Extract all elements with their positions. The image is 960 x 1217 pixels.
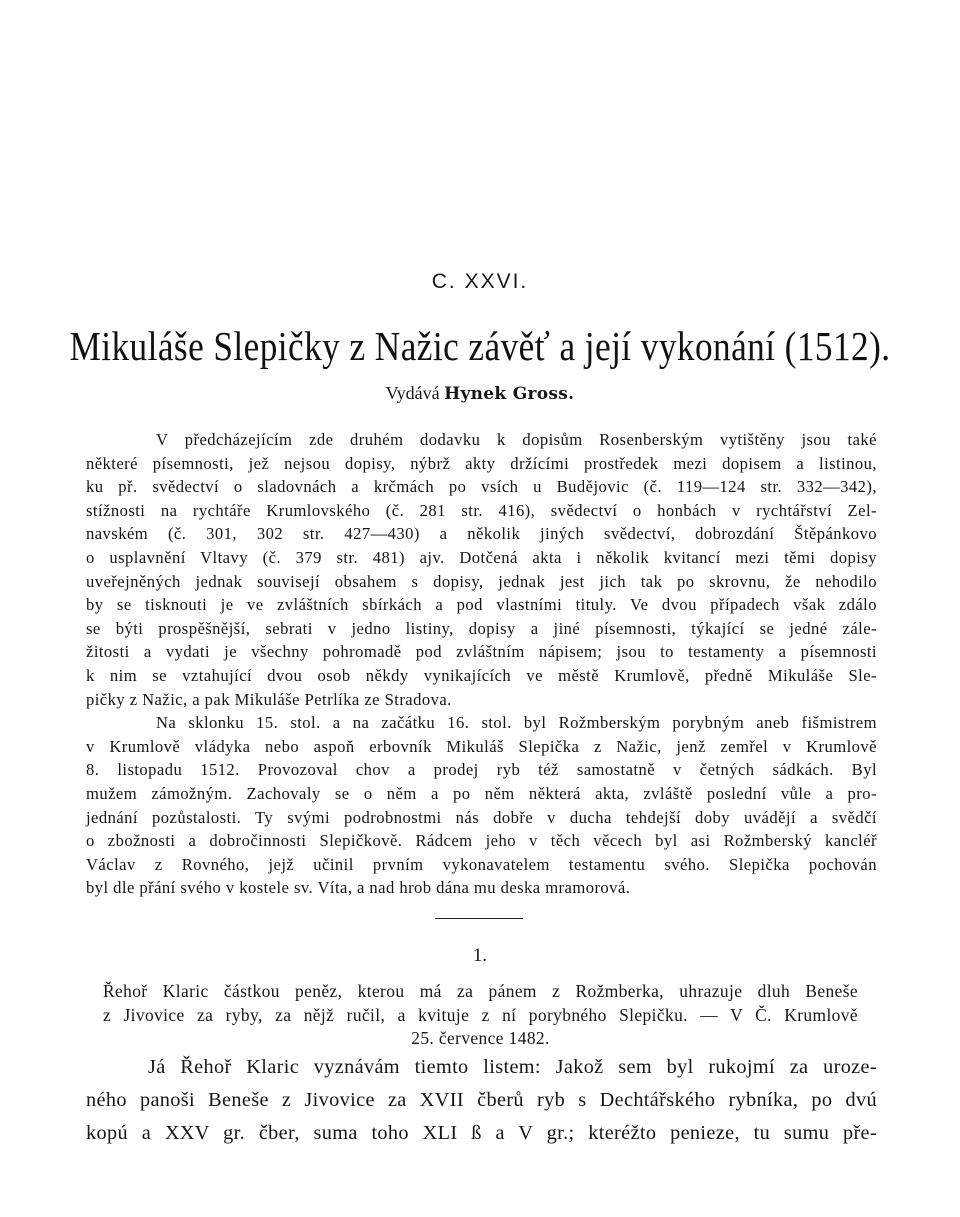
intro-line: o usplavnění Vltavy (č. 379 str. 481) ajv. Dotčená akta i několik kvitancí mezi těmi dopisy: [86, 547, 877, 567]
summary-line: z Jivovice za ryby, za nějž ručil, a kvituje z ní porybného Slepičku. — V Č. Krumlově: [103, 1004, 858, 1025]
document-number: 1.: [472, 945, 488, 966]
editor-prefix: Vydává: [385, 383, 440, 403]
intro-line: ku př. svědectví o sladovnách a krčmách po vsích u Budějovic (č. 119—124 str. 332—342),: [86, 477, 877, 497]
intro-line: mužem zámožným. Zachovaly se o něm a po něm některá akta, zvláště poslední vůle a pro-: [86, 783, 877, 803]
body-line: ného panoši Beneše z Jivovice za XVII čberů ryb s Dechtářského rybníka, po dvú: [86, 1089, 877, 1111]
intro-line: pičky z Nažic, a pak Mikuláše Petrlíka ze Stradova.: [86, 689, 452, 709]
chapter-heading: C. XXVI.: [431, 270, 529, 293]
intro-line: v Krumlově vládyka nebo aspoň erbovník Mikuláš Slepička z Nažic, jenž zemřel v Krumlově: [86, 736, 877, 756]
editor-name: Hynek Gross.: [444, 384, 575, 404]
intro-line: 8. listopadu 1512. Provozoval chov a prodej ryb též samostatně v četných sádkách. Byl: [86, 760, 877, 780]
summary-line: Řehoř Klaric částkou peněz, kterou má za pánem z Rožmberka, uhrazuje dluh Beneše: [103, 981, 858, 1001]
document-title: Mikuláše Slepičky z Nažic závěť a její vykonání (1512).: [69, 323, 891, 369]
section-divider: [435, 918, 523, 919]
intro-line: stížnosti na rychtáře Krumlovského (č. 281 str. 416), svědectví o honbách v rychtářství Zel-: [86, 500, 877, 520]
intro-line: Na sklonku 15. stol. a na začátku 16. stol. byl Rožmberským porybným aneb fišmistrem: [156, 713, 877, 733]
document-body: [86, 1051, 877, 1150]
editor-line: [0, 383, 960, 404]
intro-line: uveřejněných jednak souvisejí obsahem s dopisy, jednak jest jich tak po skrovnu, že nehodilo: [86, 571, 877, 591]
document-summary: [103, 980, 858, 1051]
intro-line: Václav z Rovného, jejž učinil prvním vykonavatelem testamentu svého. Slepička pochován: [86, 854, 877, 874]
intro-line: k nim se vztahující dvou osob někdy vynikajících ve městě Krumlově, předně Mikuláše Sle-: [86, 665, 877, 685]
intro-text: [86, 428, 877, 900]
intro-line: žitosti a vydati je všechny pohromadě pod zvláštním nápisem; jsou to testamenty a písemnosti: [86, 642, 877, 662]
intro-line: navském (č. 301, 302 str. 427—430) a několik jiných svědectví, dobrozdání Štěpánkovo: [86, 524, 877, 544]
intro-line: byl dle přání svého v kostele sv. Víta, a nad hrob dána mu deska mramorová.: [86, 878, 631, 898]
body-line: Já Řehoř Klaric vyznávám tiemto listem: Jakož sem byl rukojmí za uroze-: [148, 1056, 877, 1078]
body-line: kopú a XXV gr. čber, suma toho XLI ß a V gr.; kteréžto penieze, tu sumu pře-: [86, 1122, 877, 1144]
intro-line: jednání pozůstalosti. Ty svými podrobnostmi nás dobře v ducha tehdejší doby uvádějí a svědčí: [86, 807, 877, 827]
summary-line: 25. července 1482.: [411, 1028, 550, 1048]
intro-line: některé písemnosti, jež nejsou dopisy, nýbrž akty držícími prostředek mezi dopisem a listinou,: [86, 453, 877, 473]
intro-line: se býti prospěšnější, sebrati v jedno listiny, dopisy a jiné písemnosti, týkající se jedné zále-: [86, 618, 877, 638]
intro-line: V předcházejícím zde druhém dodavku k dopisům Rosenberským vytištěny jsou také: [156, 430, 877, 449]
intro-line: o zbožnosti a dobročinnosti Slepičkově. Rádcem jeho v těch věcech byl asi Rožmberský kancléř: [86, 831, 877, 851]
intro-line: by se tisknouti je ve zvláštních sbírkách a pod vlastními tituly. Ve dvou případech však zdálo: [86, 595, 877, 615]
